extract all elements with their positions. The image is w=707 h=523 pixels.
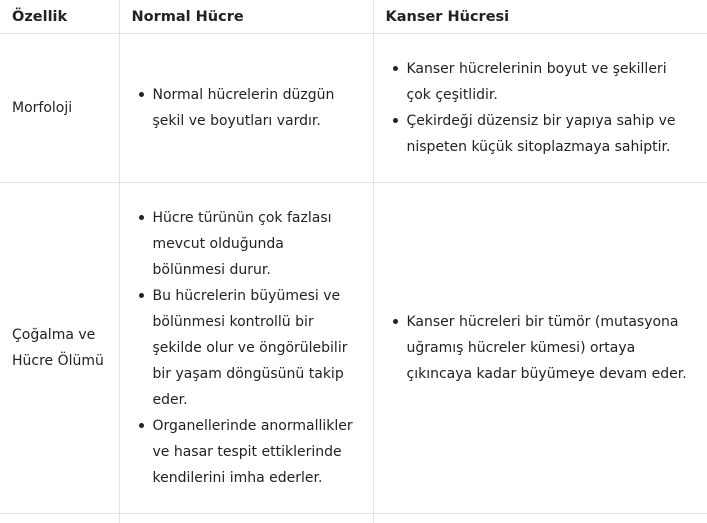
table-row-partial bbox=[0, 514, 707, 523]
list-item: Hücre türünün çok fazlası mevcut olduğunda bölünmesi durur. bbox=[153, 205, 359, 283]
empty-cell bbox=[373, 514, 707, 523]
list-item: Organellerinde anormallikler ve hasar tespit ettiklerinde kendilerini imha ederler. bbox=[153, 413, 359, 491]
bullet-list bbox=[390, 56, 696, 160]
list-item: Normal hücrelerin düzgün şekil ve boyutları vardır. bbox=[153, 82, 353, 134]
bullet-list bbox=[136, 205, 359, 491]
table-row-morphology bbox=[0, 34, 707, 183]
empty-cell bbox=[119, 514, 373, 523]
normal-cell-column bbox=[119, 183, 373, 514]
empty-cell bbox=[0, 514, 119, 523]
header-row bbox=[0, 0, 707, 34]
row-label: Çoğalma ve Hücre Ölümü bbox=[0, 183, 119, 514]
list-item: Çekirdeği düzensiz bir yapıya sahip ve nispeten küçük sitoplazmaya sahiptir. bbox=[407, 108, 696, 160]
list-item: Kanser hücrelerinin boyut ve şekilleri çok çeşitlidir. bbox=[407, 56, 696, 108]
header-normal-cell: Normal Hücre bbox=[119, 0, 373, 34]
list-item: Bu hücrelerin büyümesi ve bölünmesi kontrollü bir şekilde olur ve öngörülebilir bir yaşam döngüsünü takip eder. bbox=[153, 283, 359, 413]
header-cancer-cell: Kanser Hücresi bbox=[373, 0, 707, 34]
table-row-proliferation bbox=[0, 183, 707, 514]
normal-cell-column bbox=[119, 34, 373, 183]
header-feature: Özellik bbox=[0, 0, 119, 34]
cancer-cell-column bbox=[373, 34, 707, 183]
bullet-list bbox=[136, 82, 353, 134]
cancer-cell-column bbox=[373, 183, 707, 514]
row-label: Morfoloji bbox=[0, 34, 119, 183]
list-item: Kanser hücreleri bir tümör (mutasyona uğramış hücreler kümesi) ortaya çıkıncaya kadar büyümeye devam eder. bbox=[407, 309, 696, 387]
bullet-list bbox=[390, 309, 696, 387]
